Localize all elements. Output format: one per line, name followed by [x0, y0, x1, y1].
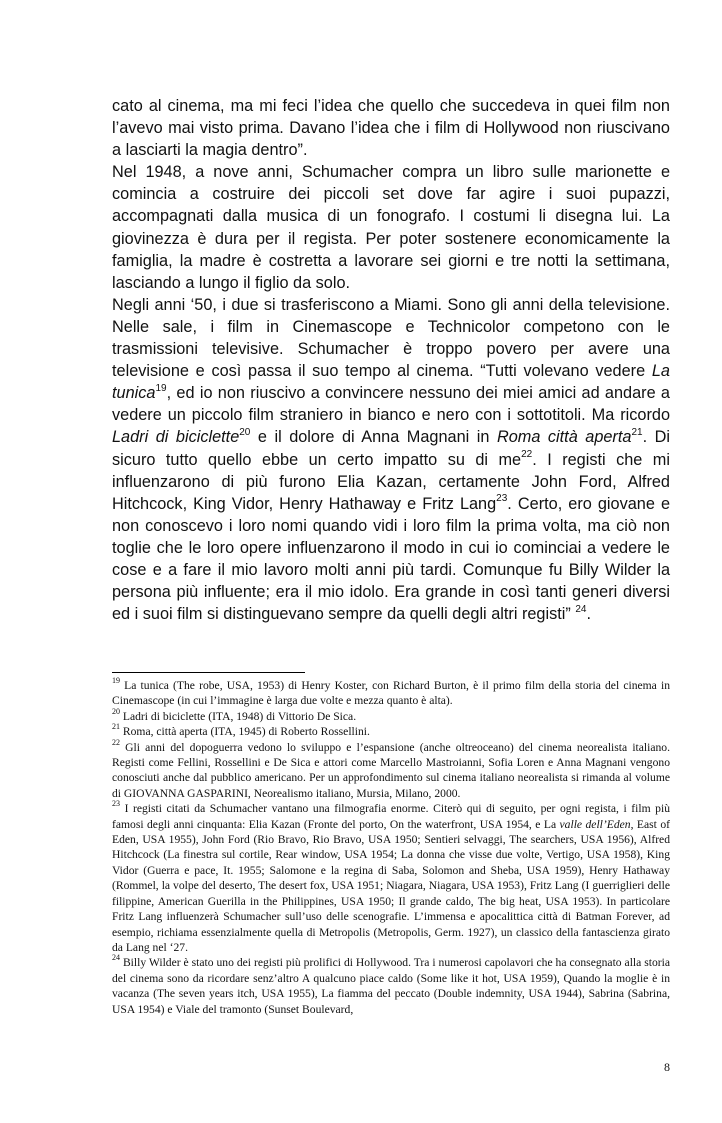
footnote-italic-title: valle dell’Eden [559, 817, 631, 831]
footnote-19 [112, 678, 670, 709]
paragraph-2: Nel 1948, a nove anni, Schumacher compra un libro sulle marionette e comincia a costruire dei piccoli set dove far agire i suoi pupazzi, accompagnati dalla musica di un fonografo. I costumi li disegna lui. La giovinezza è dura per il regista. Per poter sostenere economicamente la famiglia, la madre è costretta a lavorare sei giorni e tre notti la settimana, lasciando a lungo il figlio da solo. [112, 163, 670, 292]
footnote-ref-23[interactable]: 23 [496, 493, 508, 505]
text-run: . Di sicuro tutto quello ebbe un certo impatto su di me [112, 428, 670, 469]
footnote-20 [112, 706, 670, 724]
film-title-roma-citta-aperta: Roma città aperta [496, 428, 632, 447]
film-title-ladri-di-biciclette: Ladri di biciclette [112, 428, 240, 447]
footnote-text: Roma, città aperta (ITA, 1945) di Roberto Rossellini. [120, 725, 370, 739]
footnote-text: Gli anni del dopoguerra vedono lo sviluppo e l’espansione (anche oltreoceano) del cinema neorealista italiano. Registi come Fellini, Rossellini e De Sica e attori come Marcello Mastroianni, Sofia Loren e Anna Magnani vengono conosciuti anche dal pubblico americano. Per un approfondimento sul cinema italiano neorealista si rimanda al volume di GIOVANNA GASPARINI, Neorealismo italiano, Mursia, Milano, 2000. [112, 740, 670, 800]
footnote-23 [112, 801, 670, 955]
footnote-ref-24[interactable]: 24 [575, 603, 587, 615]
footnote-text: , East of Eden, USA 1955), John Ford (Rio Bravo, Rio Bravo, USA 1950; Sentieri selvaggi, The searchers, USA 1956), Alfred Hitchcock (La finestra sul cortile, Rear window, USA 1954; La donna che visse due volte, Vertigo, USA 1958), King Vidor (Guerra e pace, It. 1955; Salomone e la regina di Saba, Solomon and Sheba, USA 1959), Henry Hathaway (Rommel, la volpe del deserto, The desert fox, USA 1951; Niagara, Niagara, USA 1953), Fritz Lang (I guerriglieri delle filippine, American Guerilla in the Philippines, USA 1950; Il grande caldo, The big heat, USA 1953). In particolare Fritz Lang influenzerà Schumacher sull’uso delle scenografie. L’immensa e apocalittica città di Batman Forever, ad esempio, richiama essenzialmente quella di Metropolis (Metropolis, Germ. 1927), un classico della fantascienza girato da Lang nel ‘27. [112, 817, 670, 954]
text-run: , ed io non riuscivo a convincere nessuno dei miei amici ad andare a vedere un piccolo film straniero in bianco e nero con i sottotitoli. Ma ricordo [112, 384, 670, 425]
footnote-24 [112, 955, 670, 1017]
footnote-number: 24 [112, 953, 120, 963]
footnote-ref-22[interactable]: 22 [521, 449, 533, 461]
text-run: Negli anni ‘50, i due si trasferiscono a Miami. Sono gli anni della televisione. Nelle sale, i film in Cinemascope e Technicolor competono con le trasmissioni televisive. Schumacher è troppo povero per avere una televisione e così passa il suo tempo al cinema. “Tutti volevano vedere [112, 295, 670, 381]
text-run: . [586, 605, 591, 624]
paragraph-1: cato al cinema, ma mi feci l’idea che quello che succedeva in quei film non l’avevo mai visto prima. Davano l’idea che i film di Hollywood non riuscivano a lasciarti la magia dentro”. [112, 97, 670, 160]
text-run: . I registi che mi influenzarono di più furono Elia Kazan, certamente John Ford, Alfred Hitchcock, King Vidor, Henry Hathaway e Fritz Lang [112, 450, 670, 513]
footnote-ref-20[interactable]: 20 [239, 426, 251, 438]
footnotes [112, 678, 670, 1017]
footnote-number: 21 [112, 722, 120, 732]
text-run: e il dolore di Anna Magnani in [250, 428, 497, 447]
footnote-number: 20 [112, 706, 120, 716]
paragraph-3 [112, 294, 670, 625]
text-run: . Certo, ero giovane e non conoscevo i loro nomi quando vidi i loro film la prima volta, ma ciò non toglie che le loro opere influenzarono il modo in cui io cominciai a vedere le cose e a fare il mio lavoro molti anni più tardi. Comunque fu Billy Wilder la persona più influente; era il mio idolo. Era grande in così tanti generi diversi ed i suoi film si distinguevano sempre da quelli degli altri registi” [112, 494, 670, 624]
footnote-text: I registi citati da Schumacher vantano una filmografia enorme. Citerò qui di seguito, per ogni regista, i film più famosi degli anni cinquanta: Elia Kazan (Fronte del porto, On the waterfront, USA 1954, e La [112, 802, 670, 831]
footnote-text: La tunica (The robe, USA, 1953) di Henry Koster, con Richard Burton, è il primo film della storia del cinema in Cinemascope (in cui l’immagine è larga due volte e mezza quanto è alta). [112, 679, 670, 708]
footnote-separator [112, 672, 305, 673]
footnote-number: 22 [112, 737, 120, 747]
main-text [112, 95, 670, 625]
footnote-number: 23 [112, 799, 120, 809]
footnote-21 [112, 724, 670, 739]
footnote-22 [112, 737, 670, 802]
footnote-text: Billy Wilder è stato uno dei registi più prolifici di Hollywood. Tra i numerosi capolavori che ha consegnato alla storia del cinema sono da ricordare senz’altro A qualcuno piace caldo (Some like it hot, USA 1959), Quando la moglie è in vacanza (The seven years itch, USA 1955), La fiamma del peccato (Double indemnity, USA 1944), Sabrina (Sabrina, USA 1954) e Viale del tramonto (Sunset Boulevard, [112, 956, 670, 1016]
footnote-ref-21[interactable]: 21 [631, 426, 643, 438]
footnote-ref-19[interactable]: 19 [155, 382, 167, 394]
page-number: 8 [664, 1060, 670, 1074]
footnote-text: Ladri di biciclette (ITA, 1948) di Vittorio De Sica. [120, 709, 357, 723]
footnote-number: 19 [112, 676, 120, 686]
film-title-la-tunica: La tunica [112, 362, 670, 403]
